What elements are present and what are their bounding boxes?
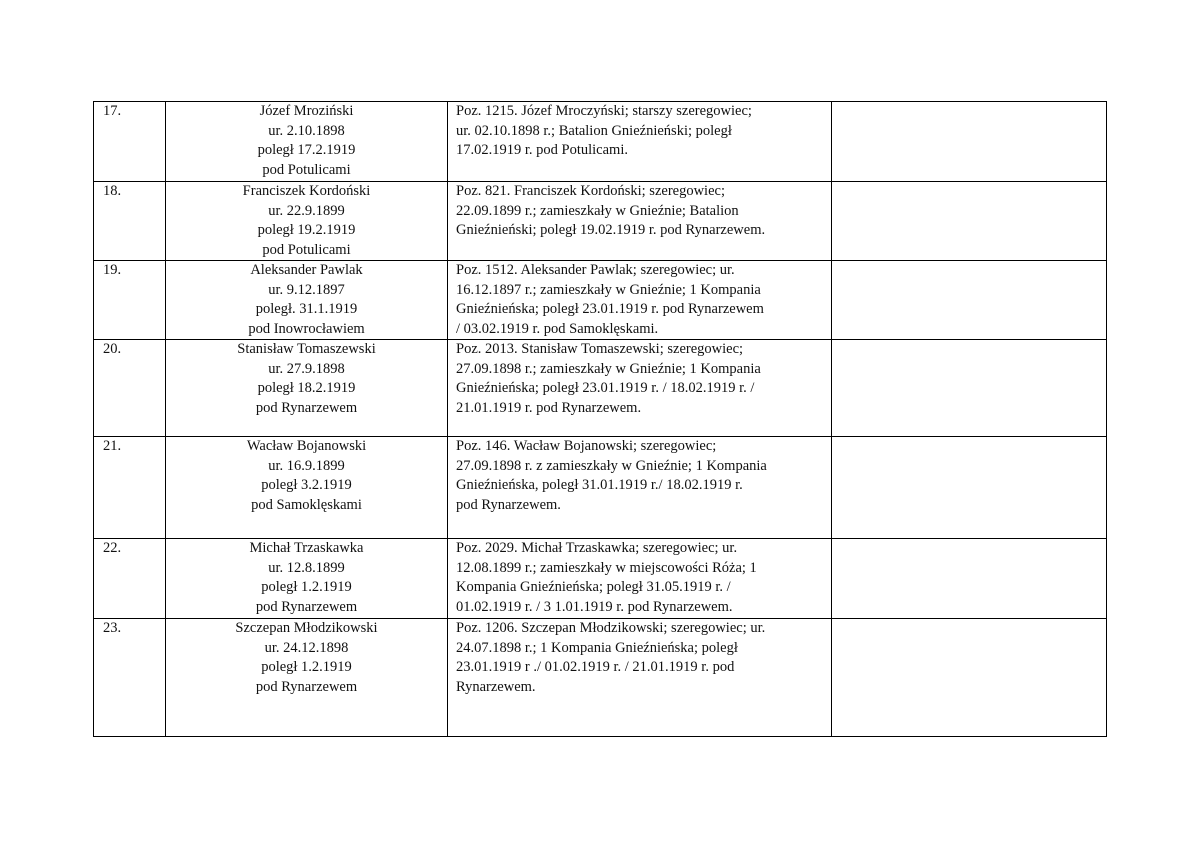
table-row — [94, 261, 1107, 340]
record-line: 12.08.1899 r.; zamieszkały w miejscowości Róża; 1 — [456, 559, 757, 576]
record-line: Poz. 2013. Stanisław Tomaszewski; szeregowiec; — [456, 341, 744, 357]
record-cell — [448, 261, 832, 340]
person-name: Wacław Bojanowski — [246, 438, 367, 454]
record-line: 17.02.1919 r. pod Potulicami. — [456, 142, 628, 158]
death-place: pod Samoklęskami — [251, 496, 362, 513]
notes-cell — [832, 539, 1107, 619]
record-cell — [448, 619, 832, 737]
death-date: poległ. 31.1.1919 — [255, 301, 358, 317]
notes-cell — [832, 340, 1107, 437]
person-name: Szczepan Młodzikowski — [235, 620, 378, 636]
record-line: Gnieźnieńska; poległ 23.01.1919 r. pod Rynarzewem — [456, 301, 764, 317]
record-line: Gnieźnieński; poległ 19.02.1919 r. pod Rynarzewem. — [456, 222, 766, 238]
record-line: 21.01.1919 r. pod Rynarzewem. — [456, 399, 642, 416]
record-cell — [448, 182, 832, 261]
row-number: 20. — [94, 340, 166, 437]
birth-date: ur. 16.9.1899 — [268, 457, 345, 474]
birth-date: ur. 22.9.1899 — [268, 202, 345, 219]
death-place: pod Potulicami — [262, 161, 351, 178]
birth-date: ur. 27.9.1898 — [268, 360, 345, 377]
record-line: Rynarzewem. — [456, 678, 536, 695]
person-cell — [166, 340, 448, 437]
notes-cell — [832, 437, 1107, 539]
record-line: Gnieźnieńska, poległ 31.01.1919 r./ 18.02.1919 r. — [456, 477, 743, 493]
person-name: Franciszek Kordoński — [242, 183, 371, 199]
birth-date: ur. 2.10.1898 — [268, 122, 345, 139]
table-row — [94, 340, 1107, 437]
person-cell — [166, 182, 448, 261]
death-date: poległ 18.2.1919 — [257, 380, 356, 396]
record-line: Poz. 146. Wacław Bojanowski; szeregowiec; — [456, 438, 717, 454]
person-cell — [166, 102, 448, 182]
person-cell — [166, 437, 448, 539]
birth-date: ur. 24.12.1898 — [264, 639, 349, 656]
death-date: poległ 1.2.1919 — [261, 579, 352, 595]
notes-cell — [832, 102, 1107, 182]
row-number: 18. — [94, 182, 166, 261]
record-line: Kompania Gnieźnieńska; poległ 31.05.1919 r. / — [456, 579, 731, 595]
soldiers-table — [93, 101, 1107, 737]
record-line: 22.09.1899 r.; zamieszkały w Gnieźnie; Batalion — [456, 202, 739, 219]
person-cell — [166, 539, 448, 619]
record-line: / 03.02.1919 r. pod Samoklęskami. — [456, 320, 659, 337]
table-row — [94, 619, 1107, 737]
record-line: Poz. 1206. Szczepan Młodzikowski; szeregowiec; ur. — [456, 620, 766, 636]
death-date: poległ 1.2.1919 — [261, 659, 352, 675]
record-line: 24.07.1898 r.; 1 Kompania Gnieźnieńska; poległ — [456, 639, 738, 656]
record-line: pod Rynarzewem. — [456, 496, 561, 513]
table-row — [94, 437, 1107, 539]
row-number: 23. — [94, 619, 166, 737]
record-cell — [448, 437, 832, 539]
record-line: 16.12.1897 r.; zamieszkały w Gnieźnie; 1 Kompania — [456, 281, 761, 298]
notes-cell — [832, 261, 1107, 340]
row-number: 22. — [94, 539, 166, 619]
record-line: Gnieźnieńska; poległ 23.01.1919 r. / 18.02.1919 r. / — [456, 380, 755, 396]
birth-date: ur. 9.12.1897 — [268, 281, 345, 298]
table-body — [94, 102, 1107, 737]
death-date: poległ 17.2.1919 — [257, 142, 356, 158]
death-date: poległ 19.2.1919 — [257, 222, 356, 238]
record-line: Poz. 1512. Aleksander Pawlak; szeregowiec; ur. — [456, 262, 735, 278]
record-cell — [448, 539, 832, 619]
record-line: Poz. 821. Franciszek Kordoński; szeregowiec; — [456, 183, 725, 199]
record-line: 27.09.1898 r. z zamieszkały w Gnieźnie; 1 Kompania — [456, 457, 767, 474]
record-line: 01.02.1919 r. / 3 1.01.1919 r. pod Rynarzewem. — [456, 598, 733, 615]
birth-date: ur. 12.8.1899 — [268, 559, 345, 576]
row-number: 21. — [94, 437, 166, 539]
death-place: pod Potulicami — [262, 241, 351, 258]
record-line: 27.09.1898 r.; zamieszkały w Gnieźnie; 1 Kompania — [456, 360, 761, 377]
notes-cell — [832, 619, 1107, 737]
table-row — [94, 539, 1107, 619]
death-place: pod Rynarzewem — [255, 678, 358, 695]
table-row — [94, 102, 1107, 182]
row-number: 19. — [94, 261, 166, 340]
record-line: 23.01.1919 r ./ 01.02.1919 r. / 21.01.1919 r. pod — [456, 659, 735, 675]
person-cell — [166, 619, 448, 737]
person-name: Józef Mroziński — [259, 103, 354, 119]
record-line: ur. 02.10.1898 r.; Batalion Gnieźnieński; poległ — [456, 122, 732, 139]
record-cell — [448, 340, 832, 437]
person-name: Aleksander Pawlak — [250, 262, 363, 278]
death-place: pod Inowrocławiem — [248, 320, 365, 337]
table-row — [94, 182, 1107, 261]
notes-cell — [832, 182, 1107, 261]
death-place: pod Rynarzewem — [255, 598, 358, 615]
person-name: Michał Trzaskawka — [249, 540, 364, 556]
record-line: Poz. 2029. Michał Trzaskawka; szeregowiec; ur. — [456, 540, 738, 556]
row-number: 17. — [94, 102, 166, 182]
death-date: poległ 3.2.1919 — [261, 477, 352, 493]
record-cell — [448, 102, 832, 182]
person-cell — [166, 261, 448, 340]
record-line: Poz. 1215. Józef Mroczyński; starszy szeregowiec; — [456, 103, 752, 119]
death-place: pod Rynarzewem — [255, 399, 358, 416]
person-name: Stanisław Tomaszewski — [237, 341, 376, 357]
